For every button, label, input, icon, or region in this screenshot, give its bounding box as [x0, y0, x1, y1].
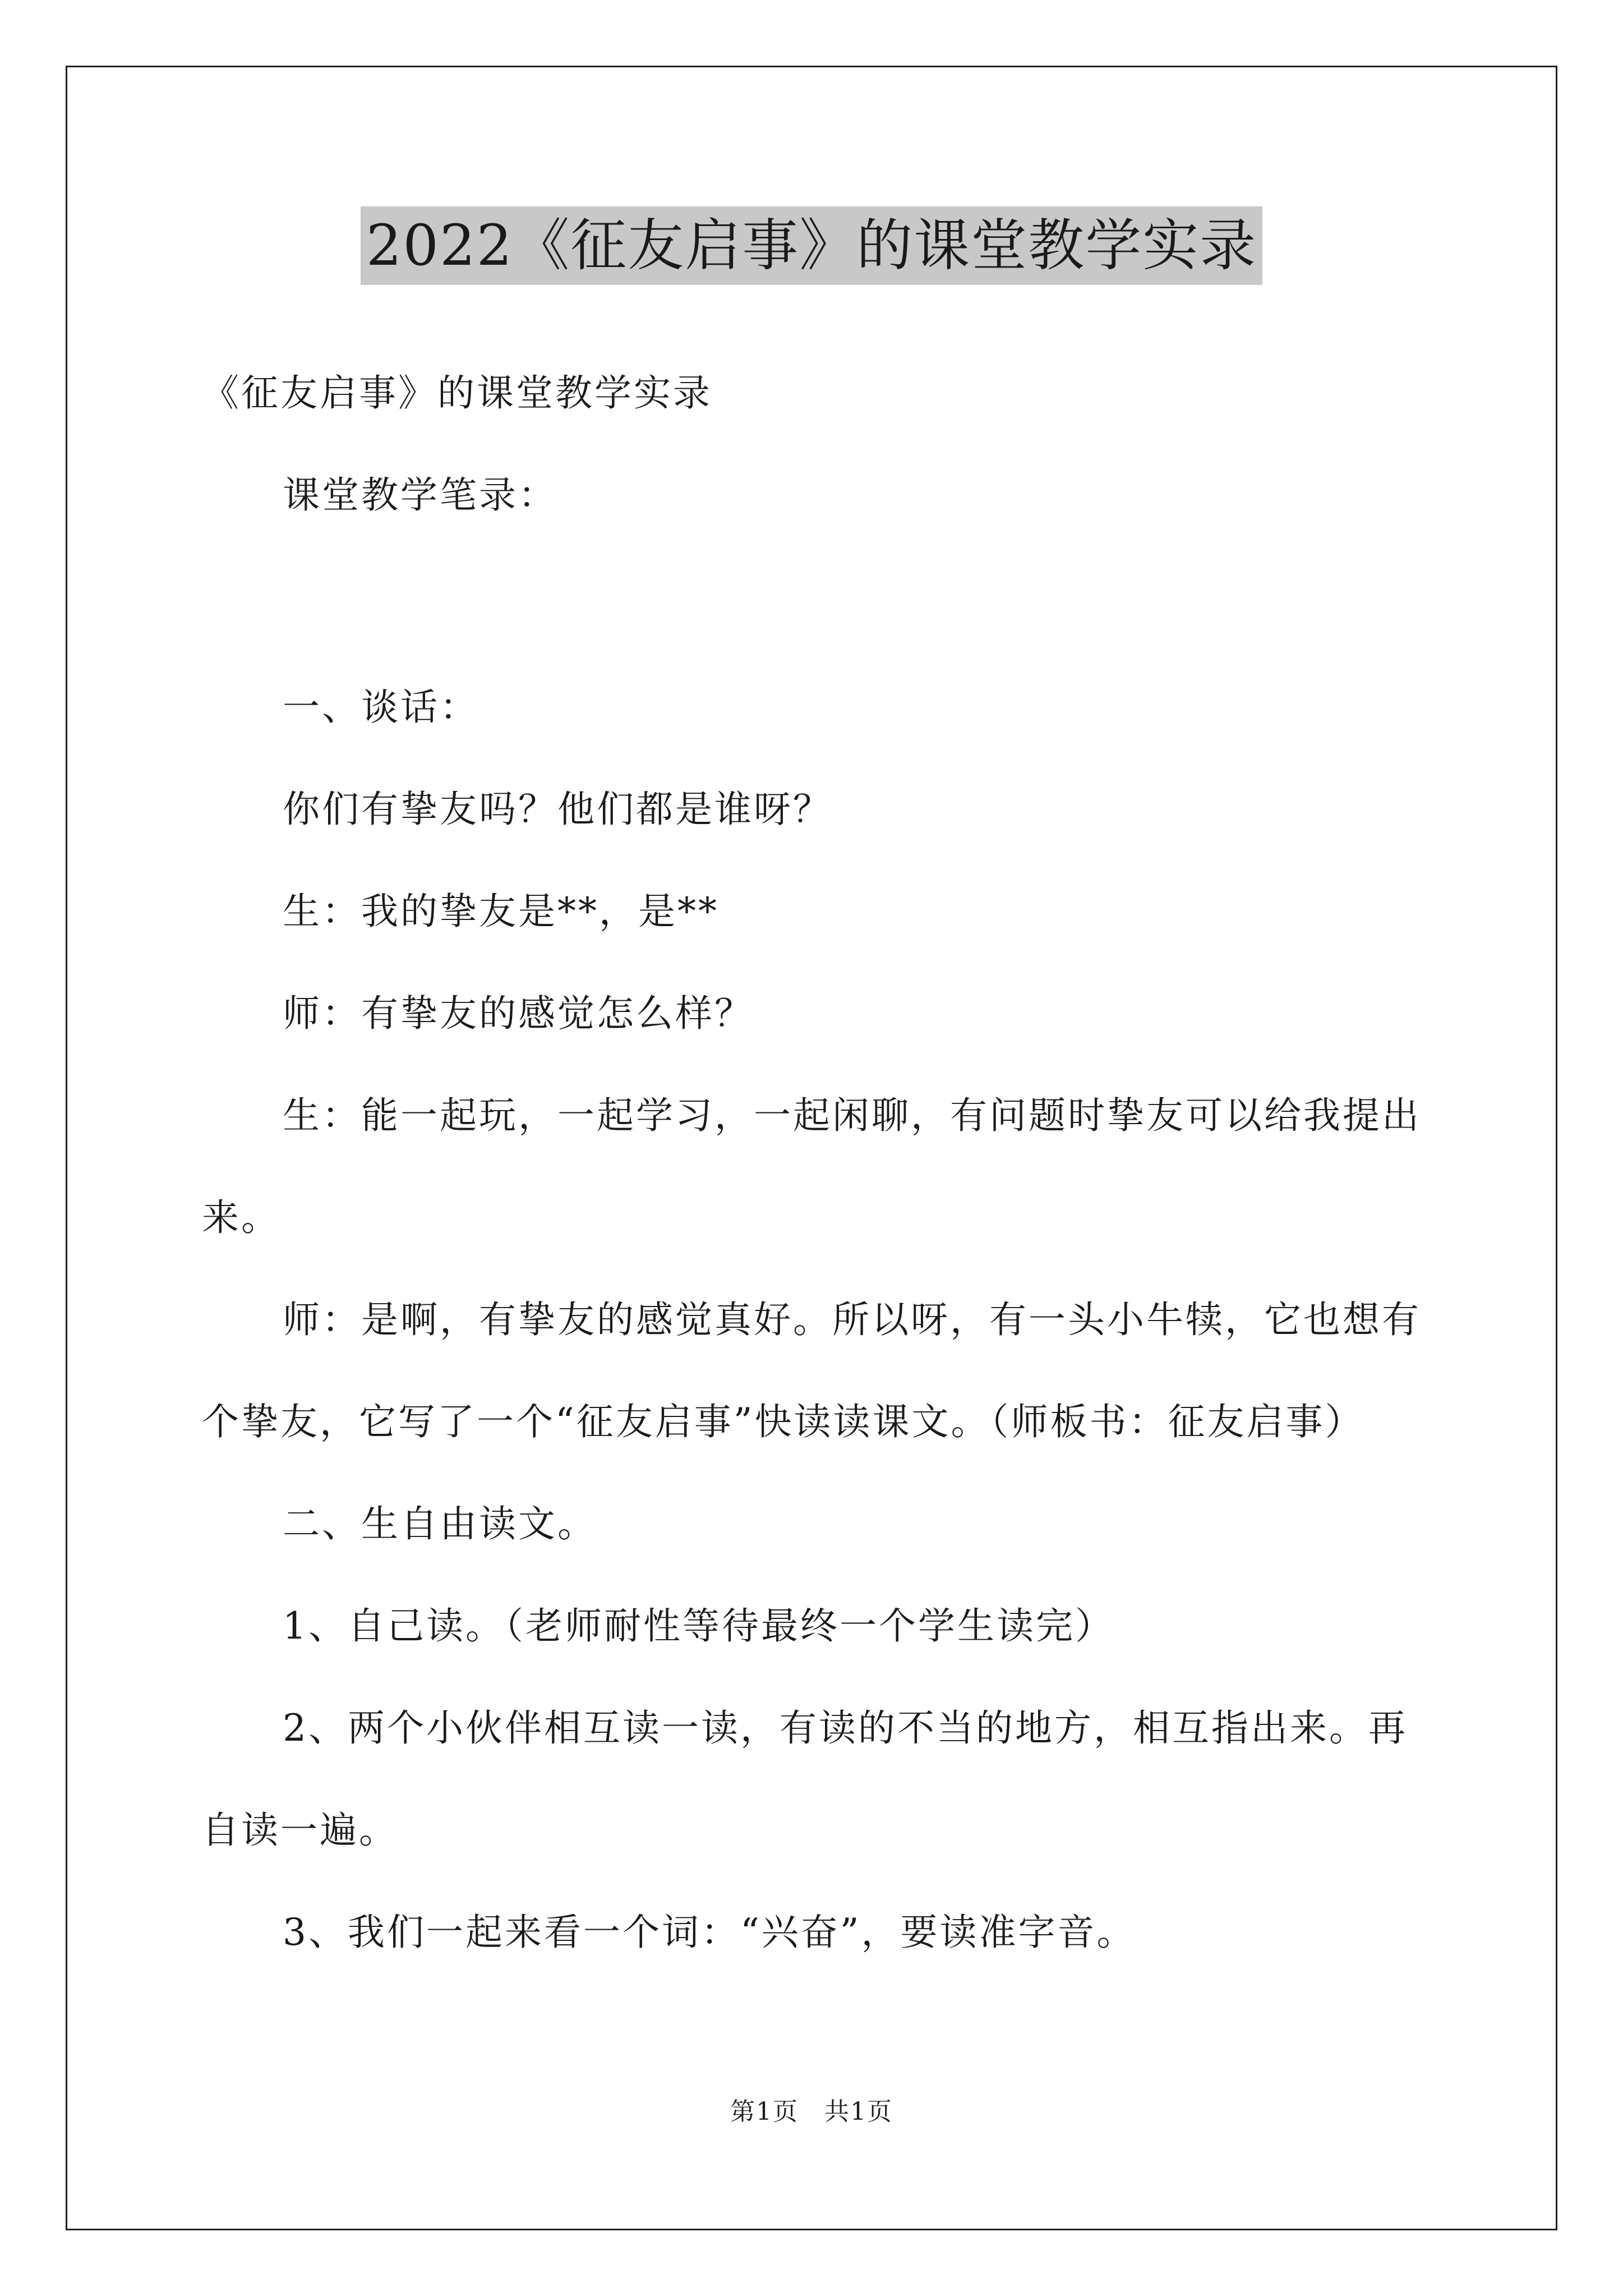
title-container	[0, 206, 1623, 285]
page-number-footer: 第1页 共1页	[730, 2097, 893, 2126]
paragraph-section-heading: 二、生自由读文。	[283, 1502, 597, 1545]
paragraph-subtitle: 《征友启事》的课堂教学实录	[202, 371, 712, 415]
paragraph: 2、两个小伙伴相互读一读，有读的不当的地方，相互指出来。再自读一遍。	[202, 1706, 1408, 1852]
paragraph: 生：我的挚友是**，是**	[283, 890, 719, 933]
paragraph: 3、我们一起来看一个词：“兴奋”，要读准字音。	[283, 1911, 1136, 1954]
paragraph: 生：能一起玩，一起学习，一起闲聊，有问题时挚友可以给我提出来。	[202, 1094, 1421, 1239]
paragraph: 师：有挚友的感觉怎么样？	[283, 992, 754, 1035]
document-body	[202, 342, 1441, 1984]
blank-line	[202, 546, 1441, 656]
document-title: 2022《征友启事》的课堂教学实录	[361, 206, 1263, 285]
paragraph: 课堂教学笔录：	[283, 473, 557, 517]
paragraph: 师：是啊，有挚友的感觉真好。所以呀，有一头小牛犊，它也想有个挚友，它写了一个“征友启事”快读读课文。（师板书：征友启事）	[202, 1298, 1421, 1443]
paragraph: 1、自己读。（老师耐性等待最终一个学生读完）	[283, 1604, 1114, 1648]
paragraph-section-heading: 一、谈话：	[283, 685, 479, 729]
paragraph: 你们有挚友吗？他们都是谁呀？	[283, 788, 832, 831]
